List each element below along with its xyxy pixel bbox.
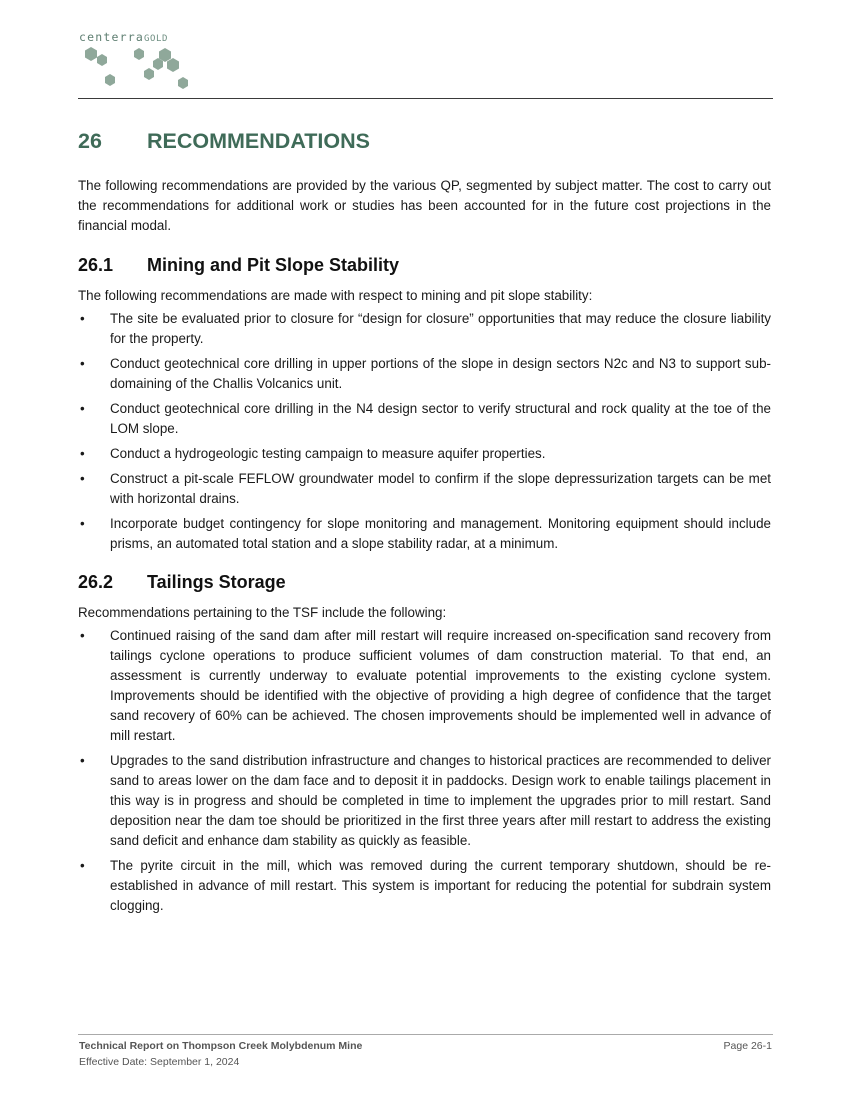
footer-page-number: Page 26-1 [723,1040,772,1052]
footer-divider [78,1034,773,1035]
list-item: • Continued raising of the sand dam after mill restart will require increased on-specification sand recovery from tailings cyclone operations to produce sufficient volumes of dam construction material. To that end, an assessment is currently underway to evaluate potential improvements to the existing cyclone system. Improvements should be identified with the objective of providing a high degree of confidence that the target sand recovery of 60% can be achieved. The chosen improvements should be implemented well in advance of mill restart. [80,628,771,743]
list-item: • Construct a pit-scale FEFLOW groundwater model to confirm if the slope depressurization targets can be met with horizontal drains. [80,471,771,506]
list-item: • Conduct geotechnical core drilling in the N4 design sector to verify structural and rock quality at the toe of the LOM slope. [80,401,771,436]
company-logo [79,30,209,94]
footer-report-title: Technical Report on Thompson Creek Molybdenum Mine [79,1040,363,1052]
list-item: • The site be evaluated prior to closure for “design for closure” opportunities that may reduce the closure liability for the property. [80,311,771,346]
section-number: 26 [78,129,102,153]
subsection-heading-tailings [78,571,771,593]
section-intro: The following recommendations are provided by the various QP, segmented by subject matter. The cost to carry out the recommendations for additional work or studies has been accounted for in the future cost projections in the financial modal. [78,178,771,233]
tailings-recommendations-list [78,626,771,916]
list-item: • The pyrite circuit in the mill, which was removed during the current temporary shutdown, should be re-established in advance of mill restart. This system is important for reducing the potential for subdrain system clogging. [80,858,771,913]
header-divider [78,98,773,99]
subsection-number: 26.2 [78,572,114,592]
footer-effective-date: Effective Date: September 1, 2024 [79,1056,240,1068]
logo-wordmark: centerraGOLD [79,30,169,44]
hexagon-cluster-icon [79,44,199,94]
subsection-lead: Recommendations pertaining to the TSF include the following: [78,605,447,620]
subsection-title: Tailings Storage [147,572,286,592]
mining-recommendations-list [78,309,771,554]
subsection-title: Mining and Pit Slope Stability [147,255,400,275]
document-body [78,128,771,921]
subsection-lead: The following recommendations are made with respect to mining and pit slope stability: [78,288,593,303]
list-item: • Upgrades to the sand distribution infrastructure and changes to historical practices are recommended to deliver sand to areas lower on the dam face and to deposit it in paddocks. Design work to enable tailings placement in this way is in progress and should be completed in time to implement the upgrades prior to mill restart. Sand deposition near the dam toe should be prioritized in the first three years after mill restart to address the existing sand deficit and enhance dam stability as quickly as feasible. [80,753,771,848]
section-title: RECOMMENDATIONS [147,129,370,153]
section-heading [78,128,771,154]
list-item: • Conduct geotechnical core drilling in upper portions of the slope in design sectors N2c and N3 to support sub-domaining of the Challis Volcanics unit. [80,356,771,391]
subsection-heading-mining [78,254,771,276]
list-item: • Conduct a hydrogeologic testing campaign to measure aquifer properties. [80,446,546,461]
list-item: • Incorporate budget contingency for slope monitoring and management. Monitoring equipment should include prisms, an automated total station and a slope stability radar, at a minimum. [80,516,771,551]
subsection-number: 26.1 [78,255,114,275]
